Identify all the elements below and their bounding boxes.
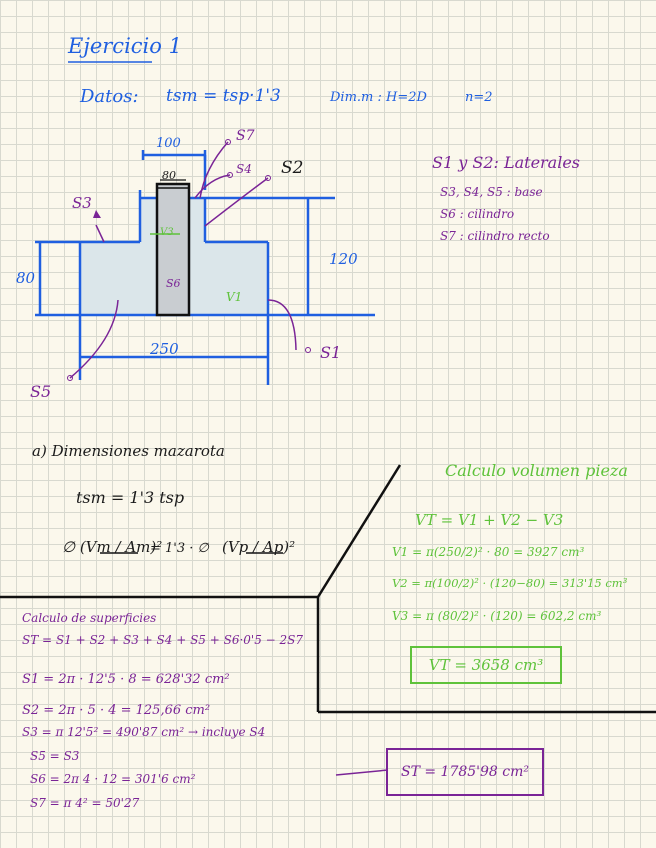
- label-s7: S7: [236, 128, 255, 144]
- volumen-v2: V2 = π(100/2)² · (120−80) = 313'15 cm³: [392, 576, 628, 590]
- volumen-result-box: VT = 3658 cm³: [410, 646, 562, 684]
- cylinder-riser: [157, 184, 189, 315]
- superficies-s1: S1 = 2π · 12'5 · 8 = 628'32 cm²: [22, 672, 230, 687]
- dim-80-left: 80: [16, 269, 36, 287]
- legend-line-4: S7 : cilindro recto: [440, 229, 550, 243]
- volumen-v1: V1 = π(250/2)² · 80 = 3927 cm³: [392, 545, 585, 559]
- superficies-result-box: ST = 1785'98 cm²: [386, 748, 544, 796]
- part-a-eq2-right: (Vp / Ap)²: [222, 538, 296, 556]
- dim-80-top: 80: [162, 169, 176, 182]
- superficies-s3: S3 = π 12'5² = 490'87 cm² → incluye S4: [22, 725, 266, 739]
- superficies-s5: S5 = S3: [30, 749, 80, 763]
- part-a-eq2-left: ∅ (Vm / Am)²: [62, 538, 163, 556]
- legend-line-1: S1 y S2: Laterales: [432, 153, 581, 172]
- superficies-st: ST = S1 + S2 + S3 + S4 + S5 + S6·0'5 − 2S7: [22, 633, 304, 647]
- superficies-s2: S2 = 2π · 5 · 4 = 125,66 cm²: [22, 703, 211, 718]
- label-s6: S6: [166, 277, 181, 290]
- datos-n: n=2: [465, 90, 493, 105]
- label-s5: S5: [30, 382, 52, 401]
- label-s1: S1: [320, 343, 342, 362]
- label-s2: S2: [281, 158, 304, 178]
- label-v1: V1: [226, 290, 243, 304]
- datos-dim: Dim.m : H=2D: [330, 90, 427, 105]
- dim-250: 250: [150, 340, 179, 358]
- legend-line-3: S6 : cilindro: [440, 207, 515, 221]
- volumen-heading: Calculo volumen pieza: [445, 461, 628, 480]
- legend-line-2: S3, S4, S5 : base: [440, 185, 543, 199]
- part-a-eq2-mid: = 1'3 · ∅: [150, 541, 209, 556]
- volumen-v3: V3 = π (80/2)² · (120) = 602,2 cm³: [392, 609, 602, 623]
- label-v3: V3: [160, 227, 174, 238]
- label-s4: S4: [236, 162, 252, 176]
- part-a-heading: a) Dimensiones mazarota: [32, 442, 225, 460]
- part-a-eq1: tsm = 1'3 tsp: [76, 488, 185, 507]
- superficies-s6: S6 = 2π 4 · 12 = 301'6 cm²: [30, 772, 196, 786]
- dim-120: 120: [329, 250, 358, 268]
- superficies-s7: S7 = π 4² = 50'27: [30, 796, 140, 810]
- label-s3: S3: [72, 194, 92, 212]
- superficies-heading: Calculo de superficies: [22, 611, 157, 625]
- page-title: Ejercicio 1: [68, 34, 182, 58]
- dim-100: 100: [156, 136, 181, 151]
- datos-label: Datos:: [80, 86, 139, 107]
- volumen-vt: VT = V1 + V2 − V3: [415, 511, 564, 529]
- datos-tsm: tsm = tsp·1'3: [166, 86, 281, 106]
